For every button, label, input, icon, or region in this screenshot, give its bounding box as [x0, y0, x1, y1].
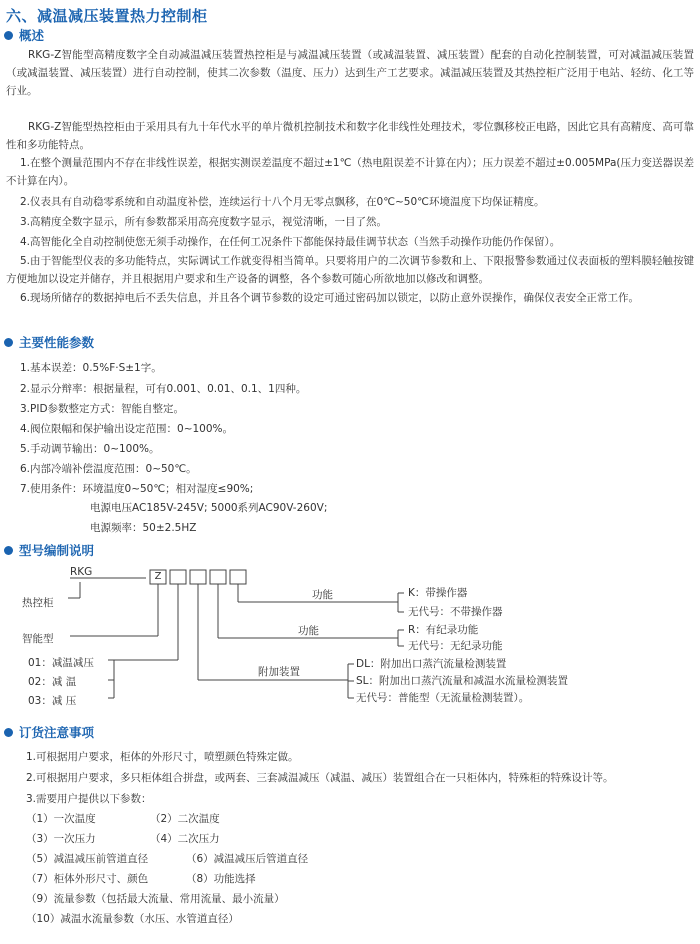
section-heading-text: 概述 — [19, 28, 45, 43]
option-left: 02：减 温 — [28, 676, 77, 688]
bullet-dot-icon — [4, 338, 13, 347]
label-cabinet: 热控柜 — [22, 597, 54, 609]
label-smart-type: 智能型 — [22, 633, 54, 645]
performance-item: 1.基本误差：0.5%F·S±1字。 — [20, 362, 162, 374]
code-box — [190, 570, 206, 584]
func2-label: 功能 — [298, 625, 319, 637]
section-heading-ordering — [4, 723, 94, 741]
performance-item: 5.手动调节输出：0~100%。 — [20, 443, 160, 455]
performance-item: 4.阀位限幅和保护输出设定范围：0~100%。 — [20, 423, 234, 435]
code-box — [230, 570, 246, 584]
param-item: （2）二次温度 — [150, 813, 220, 825]
section-heading-text: 订货注意事项 — [19, 725, 95, 740]
param-item: （4）二次压力 — [150, 833, 220, 845]
param-item: （9）流量参数（包括最大流量、常用流量、最小流量） — [26, 893, 285, 905]
overview-item: 4.高智能化全自动控制使您无须手动操作，在任何工况条件下都能保持最佳调节状态（当然手动操作功能仍作保留）。 — [20, 236, 561, 248]
func2-option: 无代号：无纪录功能 — [408, 640, 503, 652]
param-item: （6）减温减压后管道直径 — [186, 853, 309, 865]
func3-option: DL：附加出口蒸汽流量检测装置 — [356, 658, 507, 670]
param-item: （3）一次压力 — [26, 833, 96, 845]
option-left: 01：减温减压 — [28, 657, 94, 669]
section-heading-text: 主要性能参数 — [19, 335, 95, 350]
ordering-item: 1.可根据用户要求，柜体的外形尺寸，喷塑颜色特殊定做。 — [26, 751, 299, 763]
option-left: 03：减 压 — [28, 695, 77, 707]
performance-item: 6.内部冷端补偿温度范围：0~50℃。 — [20, 463, 197, 475]
code-prefix: RKG — [70, 566, 93, 578]
performance-item: 2.显示分辩率：根据量程，可有0.001、0.01、0.1、1四种。 — [20, 383, 307, 395]
param-item: （10）减温水流量参数（水压、水管道直径） — [26, 913, 239, 925]
performance-sub-item: 电源电压AC185V-245V; 5000系列AC90V-260V; — [90, 502, 328, 514]
func3-option: SL：附加出口蒸汽流量和减温水流量检测装置 — [356, 675, 569, 687]
overview-item: 5.由于智能型仪表的多功能特点，实际调试工作就变得相当简单。只要将用户的二次调节参数和上、下限报警参数通过仪表面板的塑料膜轻触按键方便地加以设定并储存，并且根据用户要求和生产设备的调整，各个参数可随心所欲地加以修改和调整。 — [6, 255, 694, 285]
func1-option: 无代号：不带操作器 — [408, 606, 503, 618]
section-heading-performance — [4, 333, 94, 351]
ordering-item: 2.可根据用户要求，多只柜体组合拼盘，或两套、三套减温减压（减温、减压）装置组合在一只柜体内，特殊柜的特殊设计等。 — [26, 772, 614, 784]
section-heading-model — [4, 541, 94, 559]
bullet-dot-icon — [4, 728, 13, 737]
overview-item: 3.高精度全数字显示，所有参数都采用高亮度数字显示，视觉清晰，一目了然。 — [20, 216, 388, 228]
code-letter: Z — [154, 571, 162, 582]
overview-item: 2.仪表具有自动稳零系统和自动温度补偿，连续运行十八个月无零点飘移，在0℃~50℃环境温度下均保证精度。 — [20, 196, 545, 208]
performance-item: 3.PID参数整定方式：智能自整定。 — [20, 403, 185, 415]
section-heading-overview — [4, 26, 44, 44]
bullet-dot-icon — [4, 546, 13, 555]
page-title: 六、减温减压装置热力控制柜 — [6, 7, 208, 25]
func3-label: 附加装置 — [258, 666, 300, 678]
overview-item: 1.在整个测量范围内不存在非线性误差，根据实测误差温度不超过±1℃（热电阻误差不计算在内）；压力误差不超过±0.005MPa(压力变送器误差不计算在内）。 — [6, 157, 694, 187]
param-item: （1）一次温度 — [26, 813, 96, 825]
param-item: （5）减温减压前管道直径 — [26, 853, 149, 865]
func3-option: 无代号：普能型（无流量检测装置）。 — [356, 692, 530, 704]
func1-option: K：带操作器 — [408, 587, 468, 599]
code-box — [170, 570, 186, 584]
overview-paragraph: RKG-Z智能型热控柜由于采用具有九十年代水平的单片微机控制技术和数字化非线性处理技术，零位飘移校正电路，因此它具有高精度、高可靠性和多功能特点。 — [6, 121, 694, 151]
ordering-item: 3.需要用户提供以下参数： — [26, 793, 152, 805]
overview-paragraph: RKG-Z智能型高精度数字全自动减温减压装置热控柜是与减温减压装置（或减温装置、减压装置）配套的自动化控制装置，可对减温减压装置（或减温装置、减压装置）进行自动控制，使其二次参数（温度、压力）达到生产工艺要求。减温减压装置及其热控柜广泛用于电站、轻纺、化工等行业。 — [6, 49, 694, 97]
performance-sub-item: 电源频率：50±2.5HZ — [90, 522, 197, 534]
param-item: （8）功能选择 — [186, 873, 256, 885]
section-heading-text: 型号编制说明 — [19, 543, 95, 558]
param-item: （7）柜体外形尺寸、颜色 — [26, 873, 149, 885]
func1-label: 功能 — [312, 589, 333, 601]
func2-option: R：有纪录功能 — [408, 624, 479, 636]
bullet-dot-icon — [4, 31, 13, 40]
code-box — [210, 570, 226, 584]
overview-item: 6.现场所储存的数据掉电后不丢失信息，并且各个调节参数的设定可通过密码加以锁定，以防止意外误操作，确保仪表安全正常工作。 — [20, 292, 640, 304]
performance-item: 7.使用条件：环境温度0~50℃；相对湿度≤90%; — [20, 483, 254, 495]
